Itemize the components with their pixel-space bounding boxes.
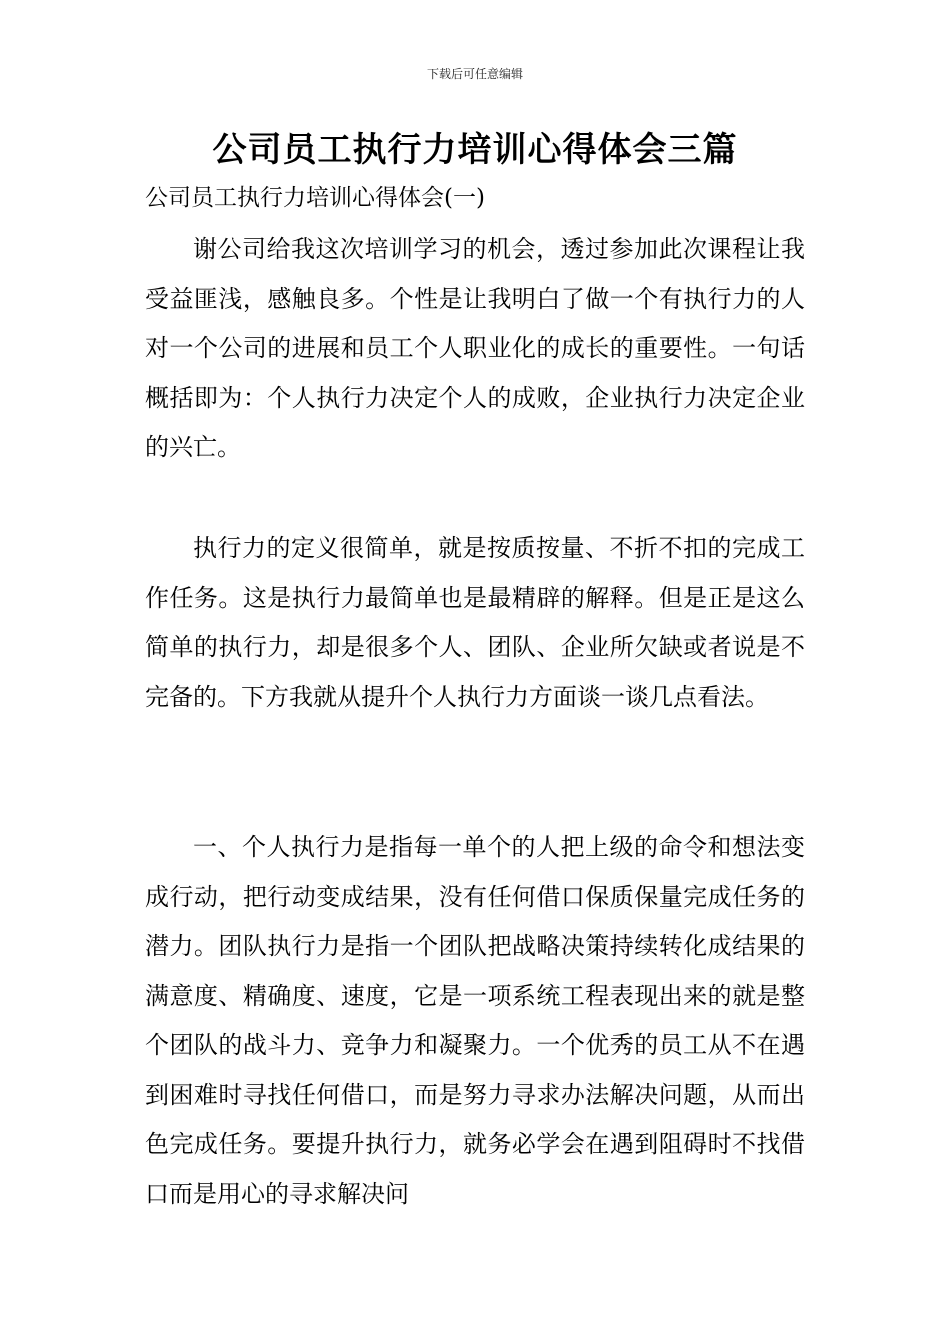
paragraph-1: 谢公司给我这次培训学习的机会，透过参加此次课程让我受益匪浅，感触良多。个性是让我明白了做一个有执行力的人对一个公司的进展和员工个人职业化的成长的重要性。一句话概括即为：个人执行力决定个人的成败，企业执行力决定企业的兴亡。 — [145, 235, 805, 461]
document-title: 公司员工执行力培训心得体会三篇 — [212, 130, 738, 170]
paragraph-2: 执行力的定义很简单，就是按质按量、不折不扣的完成工作任务。这是执行力最简单也是最精辟的解释。但是正是这么简单的执行力，却是很多个人、团队、企业所欠缺或者说是不完备的。下方我就从提升个人执行力方面谈一谈几点看法。 — [145, 534, 805, 711]
paragraph-3: 一、个人执行力是指每一单个的人把上级的命令和想法变成行动，把行动变成结果，没有任何借口保质保量完成任务的潜力。团队执行力是指一个团队把战略决策持续转化成结果的满意度、精确度、速度，它是一项系统工程表现出来的就是整个团队的战斗力、竞争力和凝聚力。一个优秀的员工从不在遇到困难时寻找任何借口，而是努力寻求办法解决问题，从而出色完成任务。要提升执行力，就务必学会在遇到阻碍时不找借口而是用心的寻求解决问 — [145, 833, 805, 1208]
header-note: 下载后可任意编辑 — [426, 67, 523, 81]
section-heading: 公司员工执行力培训心得体会(一) — [145, 185, 485, 211]
